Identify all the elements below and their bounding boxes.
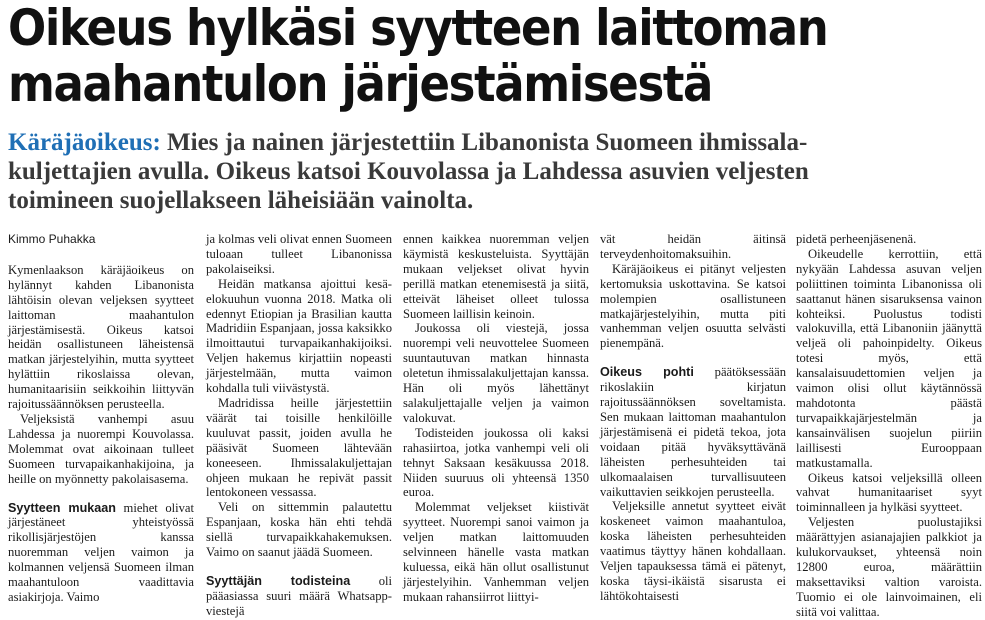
paragraph: ennen kaikkea nuoremman veljen käymistä keskusteluista. Syyttäjän mukaan veljekset olivat hyvin perillä matkan etenemisestä ja siitä, etteivät läheiset olleet tulossa Suomeen laillisin keinoin. bbox=[403, 232, 589, 321]
paragraph: Oikeus katsoi veljeksillä olleen vahvat humanitaariset syyt toiminnalleen ja hylkäsi syytteet. bbox=[796, 470, 982, 515]
column-4 bbox=[600, 232, 786, 603]
paragraph-with-subhead bbox=[600, 365, 786, 499]
headline-line-1: Oikeus hylkäsi syytteen laittoman bbox=[8, 0, 828, 57]
paragraph: Molemmat veljekset kiistivät syytteet. Nuorempi sanoi vaimon ja veljen matkan laittomuuden selvinneen hänelle vasta matkan kuluessa, eikä hän ollut osallistunut järjestelyihin. Vanhemman veljen mukaan rahansiirrot liittyi- bbox=[403, 500, 589, 604]
lead-line-1 bbox=[8, 128, 908, 157]
paragraph: pidetä perheenjäsenenä. bbox=[796, 232, 917, 246]
headline bbox=[8, 0, 886, 112]
paragraph-gap bbox=[8, 487, 194, 501]
paragraph: Joukossa oli viestejä, jossa nuorempi veli neuvottelee Suomeen suuntautuvan matkan hinnasta oletetun ihmissalakuljettajan kanssa. Hän oli myös lähettänyt salakuljettajalle veljen ja vaimon valokuvat. bbox=[403, 321, 589, 425]
paragraph: Kymenlaakson käräjäoikeus on hylännyt kahden Libanonista lähtöisin olevan veljeksen syytteet laittoman maahantulon järjestämisestä. Oikeus katsoi heidän osallistuneen läheistensä matkan järjestelyihin, mutta syytteet hylättiin rikoslaissa olevan, humanitaarisiin seikkoihin liittyvän rajoitussäännöksen perusteella. bbox=[8, 262, 194, 412]
lead-line-3: toimineen suojellakseen läheisiään vainolta. bbox=[8, 187, 474, 214]
subheading: Syytteen mukaan bbox=[8, 500, 116, 515]
paragraph: Veljesten puolustajiksi määrättyjen asianajajien palkkiot ja kulukorvaukset, yhteensä noin 12800 euroa, määrättiin maksettaviksi valtion varoista. Tuomio ei ole lainvoimainen, eli siitä voi valittaa. bbox=[796, 515, 982, 619]
paragraph: Käräjäoikeus ei pitänyt veljesten kertomuksia uskottavina. Se katsoi molempien osallistuneen matkajärjestelyihin, mutta piti vanhemman veljen osuutta selvästi pienempänä. bbox=[600, 261, 786, 351]
article-body bbox=[8, 232, 982, 619]
paragraph: Madridissa heille järjestettiin väärät tai toisille henkilöille kuuluvat passit, joiden avulla he pääsivät Suomeen lähtevään koneeseen. Ihmissalakuljettajan ohjeen mukaan he repivät passit lentokoneen vessassa. bbox=[206, 395, 392, 500]
paragraph-text: oli pääasiassa suuri määrä Whatsapp-viestejä bbox=[206, 573, 392, 618]
paragraph: Heidän matkansa ajoittui kesä-elokuuhun vuonna 2018. Matka oli edennyt Etiopian ja Brasilian kautta Madridiin Espanjaan, jossa kaksikko ilmoittautui turvapaikanhakijoiksi. Veljen hakemus kirjattiin nopeasti järjestelmään, mutta vaimon kohdalla tuli viivästystä. bbox=[206, 276, 392, 396]
paragraph: vät heidän äitinsä terveydenhoitomaksuihin. bbox=[600, 232, 786, 261]
column-3 bbox=[403, 232, 589, 604]
paragraph-with-subhead bbox=[206, 574, 392, 619]
column-5 bbox=[796, 232, 982, 619]
lead-paragraph bbox=[8, 128, 908, 215]
lead-line-2: kuljettajien avulla. Oikeus katsoi Kouvolassa ja Lahdessa asuvien veljesten bbox=[8, 158, 809, 185]
column-2 bbox=[206, 232, 392, 618]
subheading: Syyttäjän todisteina bbox=[206, 573, 351, 588]
paragraph: Veljeksistä vanhempi asuu Lahdessa ja nuorempi Kouvolassa. Molemmat ovat aikoinaan tulleet Suomeen turvapaikanhakijoina, ja heille on myönnetty pakolaisasema. bbox=[8, 411, 194, 486]
paragraph: Veljeksille annetut syytteet eivät koskeneet vaimon maahantuloa, koska läheisten perhesuhteiden vaatimus täyttyy hänen kohdallaan. Veljen tapauksessa tämä ei pätenyt, koska täysi-ikäistä sisarusta ei lähtökohtaisesti bbox=[600, 499, 786, 603]
paragraph-gap bbox=[206, 560, 392, 574]
paragraph-with-subhead bbox=[8, 501, 194, 605]
lead-line-1-text: Mies ja nainen järjestettiin Libanonista Suomeen ihmissala- bbox=[160, 129, 808, 156]
paragraph-text: miehet olivat järjestäneet yhteistyössä rikollisjärjestöjen kanssa nuoremman veljen vaimon ja kolmannen veljensä Suomeen ilman maahantuloon vaadittavia asiakirjoja. Vaimo bbox=[8, 500, 195, 604]
paragraph: Todisteiden joukossa oli kaksi rahasiirtoa, jotka vanhempi veli oli tehnyt Saksaan kesäkuussa 2018. Niiden suuruus oli yhteensä 1350 euroa. bbox=[403, 425, 589, 500]
paragraph: ja kolmas veli olivat ennen Suomeen tuloaan tulleet Libanonissa pakolaiseiksi. bbox=[206, 232, 392, 276]
paragraph: Oikeudelle kerrottiin, että nykyään Lahdessa asuvan veljen poliittinen toiminta Libanonissa oli saattanut hänen sisaruksensa vainon kohteiksi. Puolustus todisti valokuvilla, että Libanoniin jäänyttä veljeä oli pahoinpidelty. Oikeus totesi myös, että kansalaisuudettomien veljen ja vaimon olisi ollut käytännössä mahdotonta päästä turvapaikkajärjestelmän ja kansainvälisen suojelun piiriin laillisesti Eurooppaan matkustamalla. bbox=[796, 246, 982, 470]
paragraph: Veli on sittemmin palautettu Espanjaan, koska hän ehti tehdä siellä turvapaikkahakemuksen. Vaimo on saanut jäädä Suomeen. bbox=[206, 500, 392, 560]
paragraph-text: päätöksessään rikoslakiin kirjatun rajoitussäännöksen soveltamista. Sen mukaan laittoman maahantulon järjestämisenä ei pidetä tekoa, jota voidaan pitää hyväksyttävänä läheisten perhesuhteiden tai ulkomaalaisen turvallisuuteen vaikuttavien seikkojen perusteella. bbox=[600, 365, 786, 499]
column-1 bbox=[8, 232, 195, 604]
lead-kicker: Käräjäoikeus: bbox=[8, 129, 161, 156]
headline-line-2: maahantulon järjestämisestä bbox=[8, 55, 713, 113]
byline: Kimmo Puhakka bbox=[8, 232, 96, 246]
paragraph-gap bbox=[600, 351, 786, 365]
subheading: Oikeus pohti bbox=[600, 365, 694, 380]
